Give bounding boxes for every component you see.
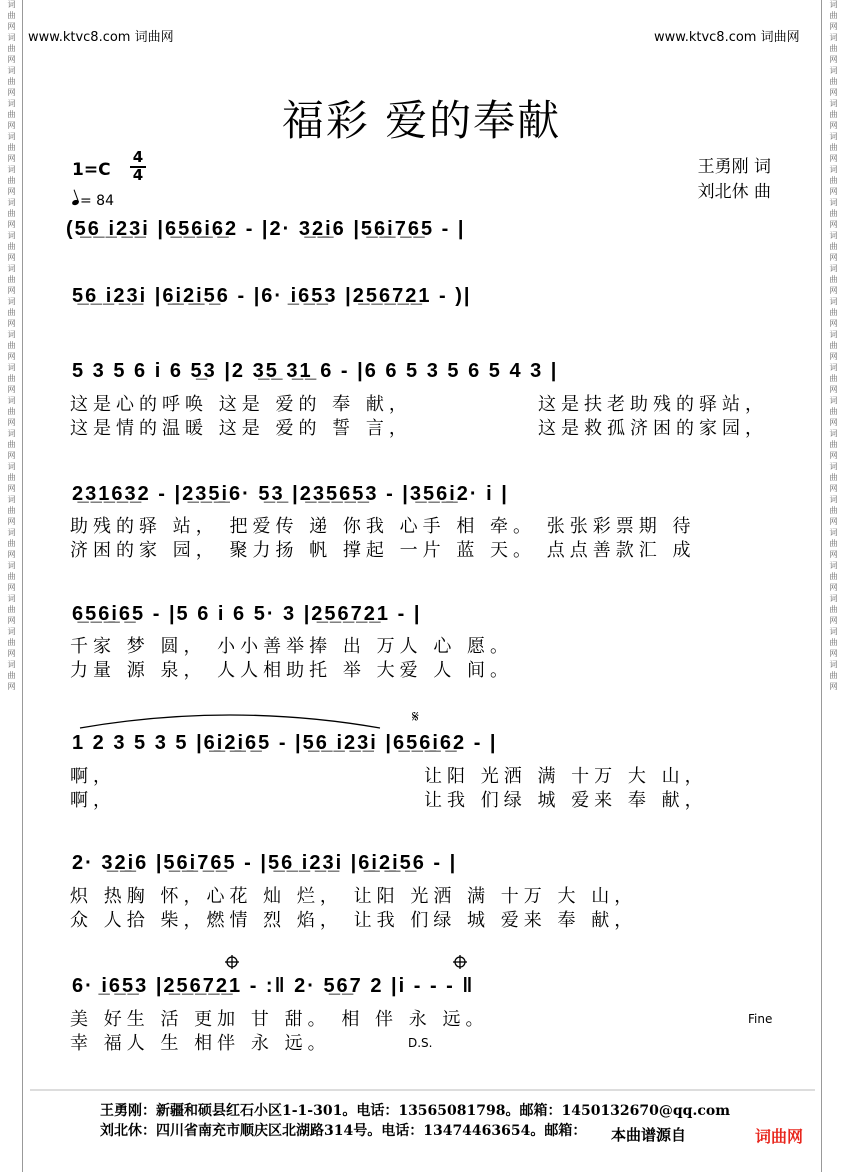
footer-contact-composer: 刘北休：四川省南充市顺庆区北湖路314号。电话：13474463654。邮箱： bbox=[100, 1123, 587, 1139]
lyric-row-4b: 济困的家 园， 聚力扬 帆 撑起 一片 蓝 天。 点点善款汇 成 bbox=[70, 540, 696, 561]
lyric-row-8a: 美 好生 活 更加 甘 甜。 相 伴 永 远。 bbox=[70, 1009, 489, 1030]
score-row-2: 5̲6̲ i̲2̲3̲i |6̲i̲2̲i̲5̲6 - |6· i̲6̲5̲3 |2̲5̲6̲7̲2̲1 - )| bbox=[72, 285, 472, 307]
lyric-row-3a: 这是心的呼唤 这是 爱的 奉 献， bbox=[70, 394, 412, 415]
footer-contact-lyricist: 王勇刚：新疆和硕县红石小区1-1-301。电话：13565081798。邮箱：1450132670@qq.com bbox=[100, 1103, 731, 1119]
lyric-row-3b: 这是情的温暖 这是 爱的 誓 言， bbox=[70, 418, 412, 439]
lyric-row-6b: 啊， bbox=[70, 790, 116, 811]
song-title: 福彩 爱的奉献 bbox=[281, 96, 562, 145]
lyric-row-3a-right: 这是扶老助残的驿站， bbox=[538, 394, 768, 415]
score-row-4: 2̲3̲1̲6̲3̲2 - |2̲3̲5̲i̲6· 5̲3̲ |2̲3̲5̲6̲5̲3 - |3̲5̲6̲i̲2· i | bbox=[72, 483, 509, 505]
lyric-row-7b: 众 人拾 柴，燃情 烈 焰， 让我 们绿 城 爱来 奉 献， bbox=[70, 910, 638, 931]
score-row-1: (5̲6̲ i̲2̲3̲i |6̲5̲6̲i̲6̲2 - |2· 3̲2̲i̲6 |5̲6̲i̲7̲6̲5 - | bbox=[66, 218, 466, 240]
composer: 刘北休 曲 bbox=[697, 182, 771, 202]
time-top: 4 bbox=[130, 150, 146, 168]
score-row-6: 1 2 3 5 3 5 |6̲i̲2̲i̲6̲5 - |5̲6̲ i̲2̲3̲i |6̲5̲6̲i̲6̲2 - | bbox=[72, 732, 498, 754]
lyric-row-6d: 让我 们绿 城 爱来 奉 献， bbox=[424, 790, 708, 811]
left-edge-watermark: 词曲网词曲网词曲网词曲网词曲网词曲网词曲网词曲网词曲网词曲网词曲网词曲网词曲网词曲网词曲网词曲网词曲网词曲网词曲网词曲网词曲网 bbox=[7, 0, 16, 693]
lyric-row-7a: 炽 热胸 怀，心花 灿 烂， 让阳 光洒 满 十万 大 山， bbox=[70, 886, 638, 907]
lyric-row-5a: 千家 梦 圆， 小小善举捧 出 万人 心 愿。 bbox=[70, 636, 514, 657]
tempo-value: = 84 bbox=[80, 193, 114, 209]
lyric-row-4a: 助残的驿 站， 把爱传 递 你我 心手 相 牵。 张张彩票期 待 bbox=[70, 516, 696, 537]
lyric-row-3b-right: 这是救孤济困的家园， bbox=[538, 418, 768, 439]
header-site-right[interactable]: www.ktvc8.com 词曲网 bbox=[654, 30, 800, 45]
ds-mark: D.S. bbox=[408, 1036, 433, 1050]
lyricist: 王勇刚 词 bbox=[697, 157, 771, 177]
score-row-7: 2· 3̲2̲i̲6 |5̲6̲i̲7̲6̲5 - |5̲6̲ i̲2̲3̲i |6̲i̲2̲i̲5̲6 - | bbox=[72, 852, 458, 874]
phrase-slur bbox=[80, 715, 380, 728]
fine-mark: Fine bbox=[748, 1012, 773, 1026]
site-logo[interactable]: 词曲网 bbox=[755, 1127, 804, 1146]
source-stamp: 本曲谱源自 bbox=[608, 1124, 689, 1145]
key-signature: 1=C bbox=[72, 160, 111, 180]
lyric-row-6c: 让阳 光洒 满 十万 大 山， bbox=[424, 766, 708, 787]
lyric-row-6a: 啊， bbox=[70, 766, 116, 787]
lyric-row-8b: 幸 福人 生 相伴 永 远。 bbox=[70, 1033, 331, 1054]
time-bottom: 4 bbox=[132, 166, 144, 184]
score-row-3: 5 3 5 6 i 6 5̲3 |2 3̲5̲ 3̲1̲ 6 - |6 6 5 3 5 6 5 4 3 | bbox=[72, 360, 559, 382]
header-site-left[interactable]: www.ktvc8.com 词曲网 bbox=[28, 30, 174, 45]
score-row-5: 6̲5̲6̲i̲6̲5 - |5 6 i 6 5· 3 |2̲5̲6̲7̲2̲1 - | bbox=[72, 603, 422, 625]
segno-icon: 𝄋 bbox=[412, 707, 419, 726]
right-edge-watermark: 词曲网词曲网词曲网词曲网词曲网词曲网词曲网词曲网词曲网词曲网词曲网词曲网词曲网词曲网词曲网词曲网词曲网词曲网词曲网词曲网词曲网 bbox=[829, 0, 838, 693]
lyric-row-5b: 力量 源 泉， 人人相助托 举 大爱 人 间。 bbox=[70, 660, 514, 681]
score-row-8: 6· i̲6̲5̲3 |2̲5̲6̲7̲2̲1 - :‖ 2· 5̲6̲7 2 |i - - - ‖ bbox=[72, 975, 475, 997]
